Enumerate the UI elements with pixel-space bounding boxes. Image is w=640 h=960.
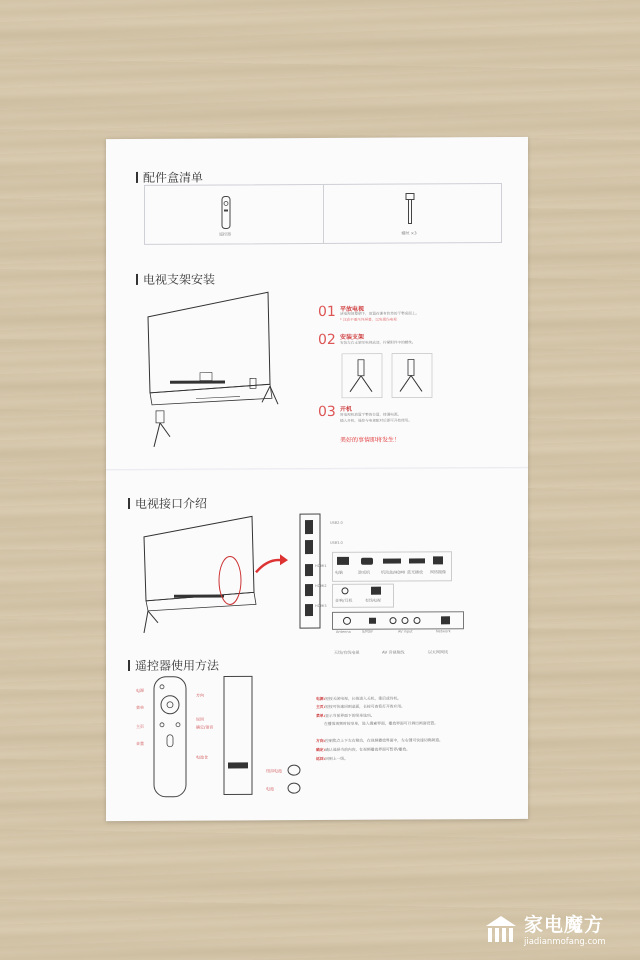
audio-icons	[333, 586, 393, 596]
accessory-remote	[145, 185, 323, 244]
callout-power: 电源	[136, 687, 144, 693]
accessory-screws-label: 螺丝 ×3	[401, 230, 417, 236]
tv-ports-illustration	[134, 510, 314, 641]
watermark-title: 家电魔方	[524, 914, 605, 936]
paper-fold	[106, 467, 528, 471]
device-label-5: 网络摄像	[430, 569, 446, 575]
remote-front-illustration	[150, 675, 190, 801]
callout-battery: 电池	[266, 786, 274, 792]
watermark-url: jiadianmofang.com	[524, 937, 606, 947]
rear-port-av: AV input	[398, 629, 413, 634]
remote-desc-2: 主页:短按可快速回到桌面，长按可查看打开的应用。	[316, 703, 405, 710]
step-3-heading: 开机	[340, 405, 353, 413]
device-bottom-label-2: AV 音视频线	[382, 649, 405, 655]
remote-desc-3: 菜单:显示当前界面下的菜单选项。	[316, 712, 375, 719]
device-bottom-label-1: 天线/有线电视	[334, 649, 360, 655]
hdmi2-label: HDMI2	[315, 583, 327, 589]
device-row-bottom	[332, 637, 462, 658]
hdmi1-label: HDMI1	[315, 563, 327, 569]
device-label-3: 机顶盒/HDMI	[381, 569, 406, 575]
step-1-line-1: 请电视屏幕朝下，放置在铺有软垫的平整桌面上。	[340, 311, 420, 316]
step-3-number: 03	[318, 403, 336, 420]
usb2-label: USB2.0	[330, 520, 343, 525]
step-3-line-1: 将电视机放置平整的位置，接通电源。	[340, 412, 402, 417]
manual-sheet	[106, 137, 528, 821]
rear-port-antenna: Antenna	[336, 629, 351, 634]
device-row-mid	[332, 584, 394, 608]
device-row-top	[332, 551, 452, 582]
stand-parts-illustration	[340, 351, 440, 402]
remote-control-icon	[221, 195, 231, 229]
accessory-remote-label: 遥控器	[219, 231, 231, 237]
screw-icon	[404, 192, 416, 226]
step-1-heading: 平放电视	[340, 305, 365, 313]
callout-menu: 菜单	[136, 704, 144, 710]
rear-panel-ports	[333, 612, 463, 629]
remote-desc-4: 在播放视频时按菜单，进入搜索界面，播放界面可以调出画面设置。	[324, 720, 438, 726]
device-label-4: 蓝光播放	[407, 569, 423, 575]
port-panel	[298, 512, 322, 632]
watermark-logo-icon	[484, 914, 518, 944]
device-icons	[333, 554, 451, 567]
step-1-line-2: * 注意不要压坏屏幕，以免损伤电视	[340, 317, 397, 322]
callout-coin-cell: 纽扣电池	[266, 768, 282, 774]
remote-desc-7: 返回:回到上一级。	[316, 755, 348, 762]
accessories-box	[144, 183, 502, 245]
callout-back: 返回	[196, 716, 204, 722]
device-label-2: 游戏机	[358, 569, 370, 575]
rear-port-spdif: S/PDIF	[362, 629, 374, 634]
section-title-stand: 电视支架安装	[136, 271, 215, 288]
callout-ok-voice: 确定/语音	[196, 724, 214, 730]
section-title-ports: 电视接口介绍	[128, 495, 207, 512]
tv-stand-illustration	[130, 286, 300, 457]
usb3-label: USB3.0	[330, 540, 343, 545]
remote-desc-5: 方向:控制焦点上下左右移动，在视频播放界面中，左右键可快速切换频道。	[316, 737, 443, 744]
section-title-accessories: 配件盒清单	[136, 169, 203, 186]
device-mid-label-1: 音响/耳机	[335, 597, 353, 603]
hdmi3-label: HDMI3	[315, 603, 327, 609]
step-2-heading: 安装支架	[340, 333, 365, 341]
accessory-screws	[323, 184, 502, 243]
section-title-remote: 遥控器使用方法	[128, 657, 219, 674]
step-1-number: 01	[318, 303, 336, 320]
rear-panel	[332, 611, 464, 630]
coin-battery-icon	[284, 762, 304, 798]
step-2-number: 02	[318, 331, 336, 348]
callout-direction: 方向	[196, 692, 204, 698]
device-bottom-label-3: 以太网网线	[428, 649, 448, 655]
device-mid-label-2: 有线电视	[365, 597, 381, 603]
device-label-1: 电脑	[335, 569, 343, 575]
closing-note: 美好的事情即将发生！	[340, 436, 401, 444]
callout-battery-compartment: 电池仓	[196, 754, 208, 760]
remote-desc-1: 电源:短按关闭电视，长按进入关机，重启或待机。	[316, 695, 402, 702]
step-3-line-2: 插入开机，遥控与电视配对后即可开始使用。	[340, 418, 412, 423]
remote-back-illustration	[220, 674, 260, 800]
callout-home: 主页	[136, 723, 144, 729]
callout-volume: 音量	[136, 740, 144, 746]
rear-port-network: Network	[436, 629, 451, 634]
step-2-line-1: 安装左右支架至电视底部，拧紧附件中的螺丝。	[340, 340, 416, 345]
remote-desc-6: 确定:确认选择当前内容，在视频播放界面可暂停/播放。	[316, 746, 410, 753]
